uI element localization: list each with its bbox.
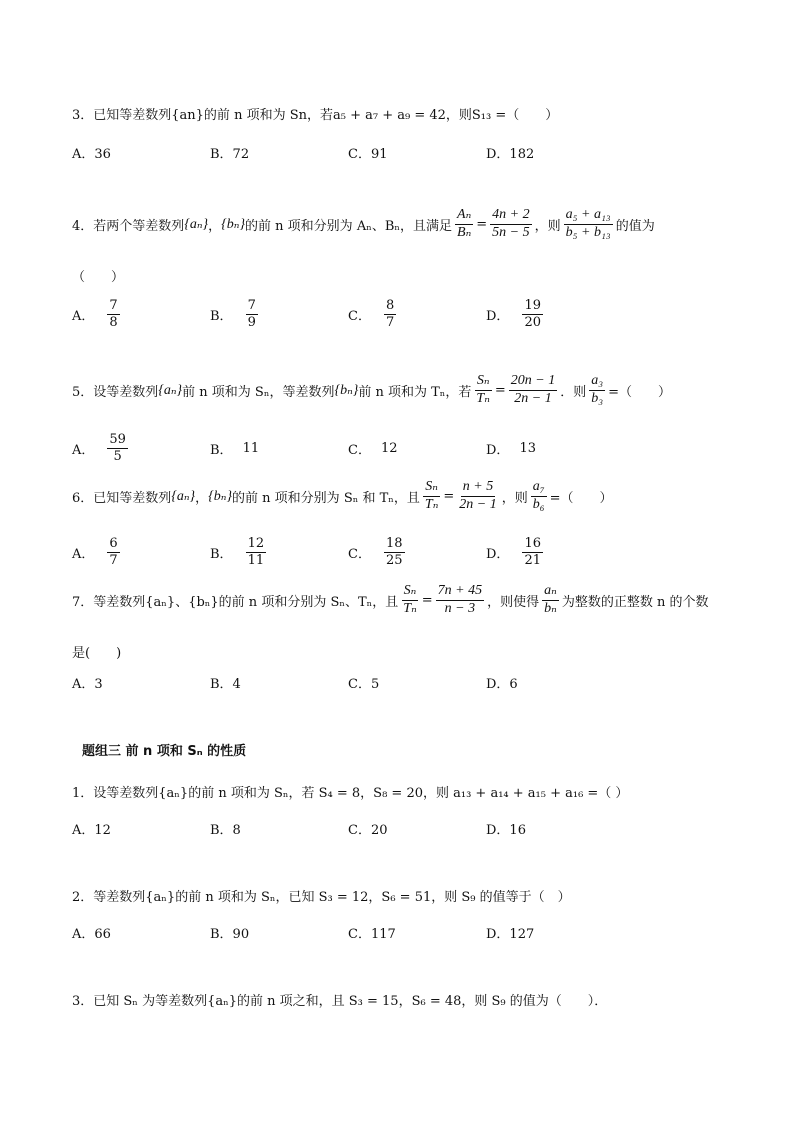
ratio-fraction — [401, 584, 418, 616]
numerator: 18 — [385, 535, 403, 551]
option-a[interactable] — [72, 428, 131, 468]
option-value: 13 — [519, 440, 536, 456]
option-letter: B． — [210, 308, 233, 324]
numerator: Sₙ — [402, 584, 419, 601]
numerator: 20n − 1 — [509, 374, 557, 391]
option-label: C．20 — [348, 822, 388, 838]
numerator: 16 — [524, 535, 541, 551]
problem-4-options — [72, 294, 732, 334]
option-value: 12 — [380, 440, 398, 456]
option-label: B．90 — [210, 926, 250, 942]
sequence-a: {aₙ} — [171, 488, 196, 504]
option-label: A．66 — [72, 926, 111, 942]
option-fraction — [522, 299, 543, 329]
question-text: ，则 — [534, 218, 561, 234]
denominator: Bₙ — [457, 224, 472, 240]
option-b[interactable] — [210, 912, 249, 952]
question-text: =（ ） — [549, 490, 613, 506]
target-fraction — [542, 584, 559, 616]
question-text: 1．设等差数列{aₙ}的前 n 项和为 Sₙ，若 S₄ = 8，S₈ = 20，则 a₁₃ + a₁₄ + a₁₅ + a₁₆ =（ ） — [72, 786, 629, 801]
option-fraction — [522, 537, 543, 567]
option-label: B．72 — [210, 146, 250, 162]
option-d[interactable] — [486, 132, 534, 172]
option-letter: C． — [348, 308, 371, 324]
numerator: aₙ — [542, 584, 559, 601]
option-fraction — [107, 537, 119, 567]
problem-5-question — [72, 374, 671, 406]
problem-3-text: 3．已知等差数列{an}的前 n 项和为 Sn，若a₅ + a₇ + a₉ = 42，则S₁₃ =（ ） — [72, 108, 559, 123]
target-fraction — [531, 480, 547, 512]
question-text: 3．已知 Sₙ 为等差数列{aₙ}的前 n 项之和，且 S₃ = 15，S₆ = 48，则 S₉ 的值为（ ）． — [72, 994, 608, 1009]
option-letter: B． — [210, 546, 233, 562]
denominator: 21 — [524, 552, 541, 568]
denominator: n − 3 — [444, 600, 476, 616]
option-a[interactable] — [72, 294, 123, 334]
denominator: bₙ — [544, 600, 557, 616]
numerator: 19 — [524, 297, 541, 313]
denominator: 25 — [385, 552, 403, 568]
problem-7-line2 — [72, 642, 121, 661]
option-label: C．5 — [348, 676, 380, 692]
option-b[interactable] — [210, 532, 269, 572]
denominator: b₃ — [591, 390, 604, 406]
option-c[interactable] — [348, 132, 388, 172]
section-title: 题组三 前 n 项和 Sₙ 的性质 — [82, 744, 247, 759]
option-d[interactable] — [486, 912, 534, 952]
question-text: 6．已知等差数列 — [72, 490, 172, 506]
question-text: 前 n 项和为 Tₙ，若 — [358, 384, 472, 400]
separator: ， — [208, 218, 222, 234]
ratio-fraction — [474, 374, 491, 406]
denominator: 2n − 1 — [459, 496, 497, 512]
problem-4-paren — [72, 266, 124, 285]
given-fraction — [457, 480, 498, 512]
problem-b2-question — [72, 886, 571, 905]
denominator: 5n − 5 — [492, 224, 530, 240]
option-letter: C． — [348, 442, 371, 458]
question-text: =（ ） — [608, 384, 672, 400]
option-label: A．3 — [72, 676, 103, 692]
equals-sign: = — [443, 488, 455, 504]
target-fraction — [564, 208, 613, 240]
numerator: n + 5 — [461, 480, 495, 497]
denominator: b₅ + b₁₃ — [565, 224, 611, 240]
option-c[interactable] — [348, 808, 388, 848]
numerator: 8 — [385, 297, 395, 313]
problem-7-options — [72, 662, 732, 702]
option-label: D．182 — [486, 146, 535, 162]
numerator: 7 — [247, 297, 256, 313]
problem-b1-options — [72, 808, 732, 848]
question-text: 2．等差数列{aₙ}的前 n 项和为 Sₙ，已知 S₃ = 12，S₆ = 51，则 S₉ 的值等于（ ） — [72, 890, 571, 905]
option-letter: C． — [348, 546, 371, 562]
option-c[interactable] — [348, 912, 396, 952]
given-fraction — [436, 584, 484, 616]
option-d[interactable] — [486, 532, 546, 572]
problem-b2-options — [72, 912, 732, 952]
option-fraction — [107, 433, 128, 463]
option-letter: A． — [72, 442, 95, 458]
ratio-fraction — [455, 208, 473, 240]
numerator: 59 — [109, 431, 126, 447]
option-d[interactable] — [486, 662, 518, 702]
option-b[interactable] — [210, 808, 241, 848]
equals-sign: = — [494, 382, 506, 398]
denominator: Tₙ — [403, 600, 417, 616]
question-text: ，则使得 — [487, 594, 540, 610]
option-c[interactable] — [348, 662, 379, 702]
problem-7-question — [72, 584, 708, 616]
answer-blank: （ ） — [72, 270, 125, 285]
denominator: b₆ — [532, 496, 545, 512]
option-b[interactable] — [210, 662, 241, 702]
option-d[interactable] — [486, 808, 526, 848]
problem-3-question — [72, 104, 558, 123]
denominator: 2n − 1 — [514, 390, 552, 406]
problem-6-question — [72, 480, 613, 512]
ratio-fraction — [423, 480, 440, 512]
denominator: 7 — [109, 552, 118, 568]
option-a[interactable] — [72, 532, 123, 572]
sequence-a: {aₙ} — [184, 216, 209, 232]
option-b[interactable] — [210, 132, 249, 172]
option-label: D．127 — [486, 926, 535, 942]
option-label: B．4 — [210, 676, 241, 692]
problem-4-question — [72, 208, 655, 240]
equals-sign: = — [421, 592, 433, 608]
sequence-b: {bₙ} — [221, 216, 246, 232]
question-text: ．则 — [560, 384, 587, 400]
problem-5-options — [72, 428, 732, 468]
option-label: C．117 — [348, 926, 396, 942]
option-fraction — [246, 299, 258, 329]
option-fraction — [107, 299, 119, 329]
problem-b3-question — [72, 990, 607, 1009]
option-fraction — [246, 537, 267, 567]
question-text: 为整数的正整数 n 的个数 — [561, 594, 709, 610]
denominator: 11 — [247, 552, 265, 568]
target-fraction — [589, 374, 605, 406]
problem-3-options — [72, 132, 732, 172]
option-d[interactable] — [486, 428, 536, 468]
option-a[interactable] — [72, 132, 111, 172]
option-label: D．16 — [486, 822, 526, 838]
question-text: 4．若两个等差数列 — [72, 218, 185, 234]
numerator: a₇ — [531, 480, 547, 497]
denominator: Tₙ — [424, 496, 439, 512]
option-letter: A． — [72, 546, 95, 562]
numerator: a₅ + a₁₃ — [564, 208, 613, 225]
option-c[interactable] — [348, 428, 398, 468]
option-a[interactable] — [72, 808, 111, 848]
denominator: 5 — [113, 448, 122, 464]
numerator: Sₙ — [423, 480, 440, 497]
option-a[interactable] — [72, 912, 111, 952]
denominator: 8 — [109, 314, 118, 330]
denominator: 20 — [524, 314, 541, 330]
option-fraction — [384, 299, 396, 329]
option-letter: D． — [486, 442, 510, 458]
option-d[interactable] — [486, 294, 546, 334]
denominator: 9 — [247, 314, 256, 330]
option-letter: A． — [72, 308, 95, 324]
option-letter: D． — [486, 546, 510, 562]
option-label: D．6 — [486, 676, 518, 692]
option-c[interactable] — [348, 294, 399, 334]
option-fraction — [384, 537, 405, 567]
option-c[interactable] — [348, 532, 408, 572]
numerator: 7n + 45 — [436, 584, 484, 601]
option-value: 11 — [242, 440, 260, 456]
option-a[interactable] — [72, 662, 103, 702]
denominator: 7 — [385, 314, 395, 330]
question-text: 前 n 项和为 Sₙ，等差数列 — [182, 384, 335, 400]
question-text: 的值为 — [615, 218, 655, 234]
option-label: C．91 — [348, 146, 388, 162]
question-text: 是( ) — [72, 646, 122, 661]
numerator: 7 — [109, 297, 118, 313]
problem-6-options — [72, 532, 732, 572]
question-text: 5．设等差数列 — [72, 384, 159, 400]
numerator: 6 — [109, 535, 118, 551]
numerator: Sₙ — [475, 374, 492, 391]
separator: ， — [195, 490, 209, 506]
numerator: 12 — [247, 535, 265, 551]
given-fraction — [490, 208, 531, 240]
numerator: a₃ — [589, 374, 605, 391]
denominator: Tₙ — [476, 390, 490, 406]
option-b[interactable] — [210, 428, 259, 468]
question-text: ，则 — [501, 490, 528, 506]
option-label: A．36 — [72, 146, 111, 162]
equals-sign: = — [476, 216, 488, 232]
numerator: 4n + 2 — [490, 208, 531, 225]
sequence-a: {aₙ} — [158, 382, 183, 398]
option-label: A．12 — [72, 822, 111, 838]
option-b[interactable] — [210, 294, 261, 334]
question-text: 的前 n 项和分别为 Aₙ、Bₙ，且满足 — [245, 218, 453, 234]
question-text: 的前 n 项和分别为 Sₙ 和 Tₙ，且 — [232, 490, 420, 506]
sequence-b: {bₙ} — [208, 488, 233, 504]
question-text: 7．等差数列{aₙ}、{bₙ}的前 n 项和分别为 Sₙ、Tₙ，且 — [72, 594, 399, 610]
numerator: Aₙ — [455, 208, 473, 225]
sequence-b: {bₙ} — [334, 382, 359, 398]
option-label: B．8 — [210, 822, 241, 838]
option-letter: B． — [210, 442, 233, 458]
problem-b1-question — [72, 782, 628, 801]
given-fraction — [509, 374, 557, 406]
option-letter: D． — [486, 308, 510, 324]
